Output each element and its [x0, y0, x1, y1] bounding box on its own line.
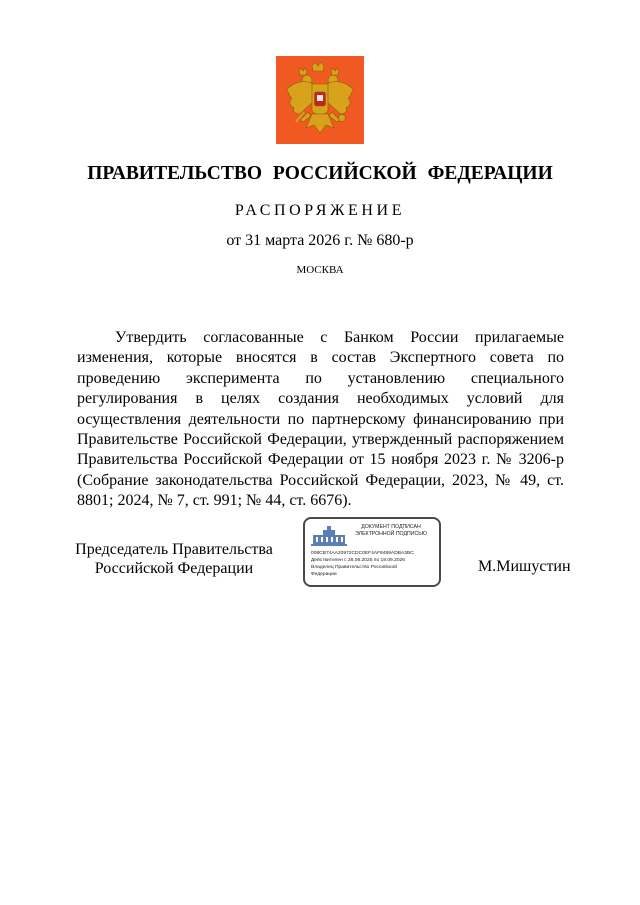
- government-building-icon: [311, 525, 347, 547]
- signatory-title-line-1: Председатель Правительства: [75, 541, 273, 558]
- stamp-validity: Действителен с 26.06.2025 по 19.09.2026: [311, 558, 405, 563]
- signatory-title-line-2: Российской Федерации: [94, 560, 254, 577]
- government-title: ПРАВИТЕЛЬСТВО РОССИЙСКОЙ ФЕДЕРАЦИИ: [87, 163, 553, 184]
- stamp-heading: [345, 524, 437, 538]
- signatory-name: М.Мишустин: [478, 558, 571, 575]
- stamp-details: [311, 550, 437, 578]
- electronic-signature-stamp: [303, 517, 441, 587]
- stamp-owner-line-2: Федерации: [311, 572, 337, 577]
- stamp-heading-line-1: ДОКУМЕНТ ПОДПИСАН: [361, 524, 421, 530]
- order-text: Утвердить согласованные с Банком России прилагаемые изменения, которые вносятся в состав Экспертного совета по проведению эксперимента по установлению специального регулирования в целях создания необходимых условий для осуществления деятельности по партнерскому финансированию при Правительстве Российской Федерации, утвержденный распоряжением Правительства Российской Федерации от 15 ноября 2023 г. № 3206-р (Собрание законодательства Российской Федерации, 2023, № 49, ст. 8801; 2024, № 7, ст. 991; № 44, ст. 6676).: [77, 329, 564, 510]
- document-date-number: от 31 марта 2026 г. № 680-р: [226, 232, 414, 249]
- signatory-title: [74, 540, 274, 578]
- stamp-heading-line-2: ЭЛЕКТРОННОЙ ПОДПИСЬЮ: [355, 531, 427, 537]
- stamp-owner-line-1: Владелец Правительство Российской: [311, 565, 397, 570]
- russian-coat-of-arms-icon: [276, 56, 364, 144]
- city: МОСКВА: [296, 264, 344, 276]
- document-type: РАСПОРЯЖЕНИЕ: [234, 202, 406, 219]
- stamp-certificate: 008CB74AA20972CDC0EF4AF8489ADBA3BC: [311, 551, 414, 556]
